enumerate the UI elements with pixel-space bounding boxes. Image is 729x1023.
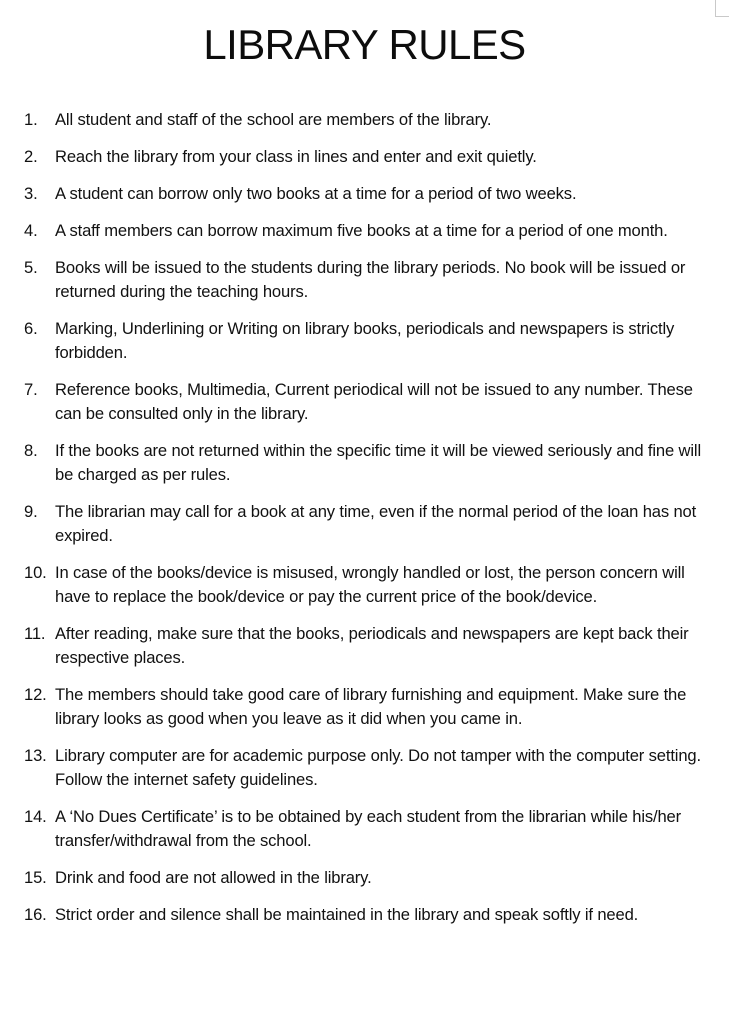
rule-text: All student and staff of the school are members of the library. xyxy=(55,110,492,129)
rule-number: 6. xyxy=(24,319,38,338)
rule-text: Books will be issued to the students during the library periods. No book will be issued or returned during the teaching hours. xyxy=(55,258,686,301)
rule-text: A student can borrow only two books at a time for a period of two weeks. xyxy=(55,184,577,203)
page-title: LIBRARY RULES xyxy=(203,21,526,68)
page-corner-marker xyxy=(715,0,729,17)
rule-text: Library computer are for academic purpose only. Do not tamper with the computer setting. Follow the internet safety guidelines. xyxy=(55,746,701,789)
rule-text: Drink and food are not allowed in the library. xyxy=(55,868,372,887)
rule-item-2 xyxy=(0,145,729,169)
rule-text: The librarian may call for a book at any time, even if the normal period of the loan has not expired. xyxy=(55,502,697,545)
rule-text: Reach the library from your class in lines and enter and exit quietly. xyxy=(55,147,537,166)
rule-number: 5. xyxy=(24,258,38,277)
rule-item-4 xyxy=(0,219,729,243)
rule-item-6 xyxy=(0,317,729,365)
rule-text: The members should take good care of library furnishing and equipment. Make sure the library looks as good when you leave as it did when you came in. xyxy=(55,685,687,728)
rule-number: 12. xyxy=(24,685,47,704)
rule-item-15 xyxy=(0,866,729,890)
rule-text: Reference books, Multimedia, Current periodical will not be issued to any number. These can be consulted only in the library. xyxy=(55,380,693,423)
rule-item-12 xyxy=(0,683,729,731)
rule-item-14 xyxy=(0,805,729,853)
rule-number: 7. xyxy=(24,380,38,399)
rule-item-13 xyxy=(0,744,729,792)
rule-number: 4. xyxy=(24,221,38,240)
rule-item-3 xyxy=(0,182,729,206)
rule-item-10 xyxy=(0,561,729,609)
rule-item-16 xyxy=(0,903,729,927)
rule-number: 2. xyxy=(24,147,38,166)
rule-text: A staff members can borrow maximum five books at a time for a period of one month. xyxy=(55,221,668,240)
rules-list xyxy=(0,108,729,940)
rule-number: 15. xyxy=(24,868,47,887)
rule-item-9 xyxy=(0,500,729,548)
rule-text: If the books are not returned within the specific time it will be viewed seriously and fine will be charged as per rules. xyxy=(55,441,701,484)
rule-text: After reading, make sure that the books, periodicals and newspapers are kept back their respective places. xyxy=(55,624,689,667)
rule-text: Strict order and silence shall be maintained in the library and speak softly if need. xyxy=(55,905,639,924)
rule-text: Marking, Underlining or Writing on library books, periodicals and newspapers is strictly forbidden. xyxy=(55,319,675,362)
rule-number: 11. xyxy=(24,624,46,643)
rule-item-5 xyxy=(0,256,729,304)
rule-item-7 xyxy=(0,378,729,426)
rule-item-11 xyxy=(0,622,729,670)
rule-number: 3. xyxy=(24,184,38,203)
rule-text: A ‘No Dues Certificate’ is to be obtained by each student from the librarian while his/her transfer/withdrawal from the school. xyxy=(55,807,681,850)
rule-item-1 xyxy=(0,108,729,132)
rule-item-8 xyxy=(0,439,729,487)
rule-number: 14. xyxy=(24,807,47,826)
rule-number: 8. xyxy=(24,441,38,460)
rule-number: 9. xyxy=(24,502,38,521)
rule-number: 13. xyxy=(24,746,47,765)
rule-number: 1. xyxy=(24,110,38,129)
rule-number: 10. xyxy=(24,563,47,582)
rule-number: 16. xyxy=(24,905,47,924)
rule-text: In case of the books/device is misused, wrongly handled or lost, the person concern will have to replace the book/device or pay the current price of the book/device. xyxy=(55,563,685,606)
